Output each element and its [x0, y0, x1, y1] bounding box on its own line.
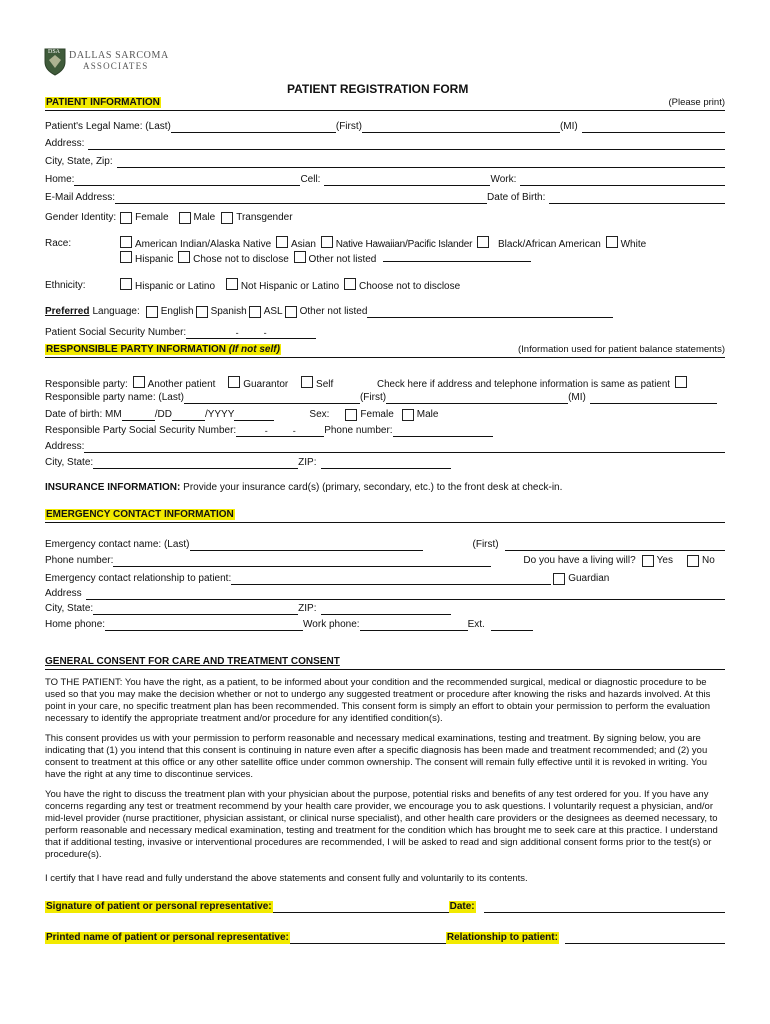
race-other-label: Other not listed [308, 254, 377, 265]
language-english-label: English [160, 306, 194, 317]
party-another-patient-checkbox[interactable] [133, 376, 145, 388]
guardian-label: Guardian [568, 573, 610, 584]
sex-female-label: Female [360, 409, 394, 420]
emergency-ext-field[interactable] [491, 620, 533, 631]
party-another-patient-label: Another patient [147, 379, 216, 390]
language-label-preferred: Preferred [45, 306, 90, 317]
language-english-checkbox[interactable] [146, 306, 158, 318]
legal-name-row [45, 119, 725, 133]
living-will-yes-label: Yes [656, 555, 673, 566]
dob-mm-field[interactable] [122, 410, 155, 421]
responsible-dob-row [45, 407, 725, 421]
language-other-label: Other not listed [299, 306, 368, 317]
dob-dd-label: /DD [154, 409, 172, 420]
logo-line2: ASSOCIATES [83, 61, 149, 71]
race-black-label: Black/African American [498, 239, 601, 250]
language-other-field[interactable] [367, 307, 613, 318]
responsible-city-row [45, 455, 725, 469]
race-not-disclose-label: Chose not to disclose [193, 254, 289, 265]
sex-male-label: Male [416, 409, 439, 420]
living-will-no-checkbox[interactable] [687, 555, 699, 567]
responsible-first-label: (First) [359, 392, 387, 403]
emergency-home-phone-label: Home phone: [45, 619, 106, 630]
address-row [45, 136, 725, 150]
language-spanish-label: Spanish [210, 306, 247, 317]
emergency-zip-label: ZIP: [298, 603, 317, 614]
ethnicity-hispanic-label: Hispanic or Latino [135, 281, 216, 292]
responsible-mi-label: (MI) [568, 392, 586, 403]
race-black-checkbox[interactable] [477, 236, 489, 248]
emergency-zip-field[interactable] [321, 604, 451, 615]
ethnicity-options [118, 278, 460, 293]
dob-field[interactable] [549, 193, 725, 204]
relationship-label: Relationship to patient: [446, 932, 558, 943]
responsible-last-label: Responsible party name: (Last) [45, 392, 184, 403]
logo-line1: DALLAS SARCOMA [69, 50, 169, 61]
race-hispanic-checkbox[interactable] [120, 251, 132, 263]
race-nhpi-label: Native Hawaiian/Pacific Islander [335, 239, 473, 250]
race-asian-checkbox[interactable] [276, 236, 288, 248]
responsible-city-label: City, State: [45, 457, 94, 468]
ethnicity-not-disclose-label: Choose not to disclose [359, 281, 461, 292]
emergency-first-label: (First) [472, 539, 499, 550]
form-title: PATIENT REGISTRATION FORM [287, 82, 469, 96]
responsible-ssn-field[interactable]: - - [236, 426, 324, 437]
race-row-1 [118, 236, 646, 251]
race-row-2 [118, 251, 531, 266]
printed-name-field[interactable] [290, 933, 446, 944]
responsible-party-if-not-self: (If not self) [228, 344, 280, 355]
emergency-relationship-row [45, 571, 725, 585]
emergency-last-label: Emergency contact name: (Last) [45, 539, 190, 550]
gender-row [45, 210, 725, 224]
ethnicity-not-disclose-checkbox[interactable] [344, 278, 356, 290]
responsible-ssn-row [45, 423, 725, 437]
logo-mark: DSA [48, 49, 61, 55]
race-not-disclose-checkbox[interactable] [178, 251, 190, 263]
race-white-label: White [620, 239, 647, 250]
city-state-zip-row [45, 154, 725, 168]
emergency-header [45, 509, 725, 523]
responsible-zip-label: ZIP: [298, 457, 317, 468]
consent-paragraph-2: This consent provides us with your permission to perform reasonable and necessary medical examinations, testing and treatment. By signing below, you are indicating that (1) you intend that this consent is continuing in nature even after a specific diagnosis has been made and treatment recommended; and (2) you consent to treatment at this office or any other satellite office under common ownership. The consent will remain fully effective until it is revoked in writing. You have the right at any time to discontinue services. [45, 733, 708, 780]
responsible-address-label: Address: [45, 441, 85, 452]
insurance-info [45, 482, 562, 494]
please-print-note: (Please print) [668, 97, 725, 108]
living-will-yes-checkbox[interactable] [642, 555, 654, 567]
patient-info-title: PATIENT INFORMATION [46, 97, 160, 108]
first-name-field[interactable] [362, 122, 560, 133]
race-aian-checkbox[interactable] [120, 236, 132, 248]
dob-yyyy-field[interactable] [234, 410, 274, 421]
language-other-checkbox[interactable] [285, 306, 297, 318]
printed-name-label: Printed name of patient or personal representative: [46, 932, 289, 943]
certify-statement: I certify that I have read and fully understand the above statements and consent fully and voluntarily to its contents. [45, 873, 528, 884]
ssn-field[interactable]: - - [186, 328, 316, 339]
signature-date-field[interactable] [484, 902, 725, 913]
legal-name-label: Patient's Legal Name: (Last) [45, 121, 171, 132]
cell-phone-label: Cell: [300, 174, 321, 185]
responsible-party-title [45, 344, 281, 355]
consent-paragraph-1: TO THE PATIENT: You have the right, as a patient, to be informed about your condition and the recommended surgical, medical or diagnostic procedure to be used so that you may make the decision whether or not to undergo any suggested treatment or procedure after knowing the risks and hazards involved. At this point in your care, no specific treatment plan has been recommended. This consent form is simply an effort to obtain your permission to perform the evaluation necessary to identify the appropriate treatment and/or procedure for any identified condition(s). [45, 677, 711, 724]
emergency-phone-field[interactable] [113, 556, 491, 567]
responsible-party-options [45, 376, 333, 391]
insurance-info-text: Provide your insurance card(s) (primary, secondary, etc.) to the front desk at check-in. [180, 482, 563, 493]
emergency-address-label: Address [45, 588, 82, 599]
ethnicity-label: Ethnicity: [45, 280, 86, 291]
ethnicity-not-hispanic-label: Not Hispanic or Latino [240, 281, 340, 292]
email-label: E-Mail Address: [45, 192, 116, 203]
responsible-zip-field[interactable] [321, 458, 451, 469]
living-will-no-label: No [702, 555, 715, 566]
responsible-address-row [45, 439, 725, 453]
gender-label: Gender Identity: [45, 212, 117, 223]
city-state-zip-label: City, State, Zip: [45, 156, 113, 167]
mi-field[interactable] [582, 122, 725, 133]
language-label: Language: [92, 306, 140, 317]
gender-male-checkbox[interactable] [179, 212, 191, 224]
responsible-dob-label: Date of birth: MM [45, 409, 122, 420]
emergency-work-phone-label: Work phone: [303, 619, 360, 630]
language-asl-checkbox[interactable] [249, 306, 261, 318]
last-name-field[interactable] [171, 122, 336, 133]
responsible-party-label: Responsible party: [45, 379, 128, 390]
emergency-first-field[interactable] [505, 540, 725, 551]
race-white-checkbox[interactable] [606, 236, 618, 248]
same-as-patient-label: Check here if address and telephone information is same as patient [377, 379, 670, 390]
emergency-work-phone-field[interactable] [360, 620, 468, 631]
ssn-row [45, 325, 725, 339]
responsible-phone-field[interactable] [393, 426, 493, 437]
ssn-label: Patient Social Security Number: [45, 327, 187, 338]
emergency-last-field[interactable] [190, 540, 423, 551]
sex-male-checkbox[interactable] [402, 409, 414, 421]
responsible-last-field[interactable] [184, 393, 360, 404]
address-label: Address: [45, 138, 85, 149]
emergency-city-row [45, 601, 725, 615]
patient-info-header [45, 97, 725, 111]
email-field[interactable] [115, 193, 487, 204]
emergency-ext-label: Ext. [467, 619, 485, 630]
party-self-checkbox[interactable] [301, 376, 313, 388]
gender-transgender-checkbox[interactable] [221, 212, 233, 224]
same-as-patient [377, 376, 690, 391]
consent-paragraph-3: You have the right to discuss the treatment plan with your physician about the purpose, potential risks and benefits of any test ordered for you. If you have any concerns regarding any test or treatment recommend by your health care provider, we encourage you to ask questions. I voluntarily request a physician, and/or mid-level provider (nurse practitioner, physician assistant, or clinical nurse specialist), and other health care providers or the designees as deemed necessary, to perform reasonable and necessary medical examination, testing and treatment for the condition which has brought me to seek care at this practice. I understand that if additional testing, invasive or interventional procedures are recommended, I will be asked to read and sign additional consent forms prior to the test(s) or procedure(s). [45, 789, 718, 860]
same-as-patient-checkbox[interactable] [675, 376, 687, 388]
language-spanish-checkbox[interactable] [196, 306, 208, 318]
party-guarantor-label: Guarantor [243, 379, 289, 390]
race-asian-label: Asian [290, 239, 316, 250]
emergency-city-label: City, State: [45, 603, 94, 614]
language-row [45, 304, 725, 318]
work-phone-field[interactable] [520, 175, 725, 186]
gender-male-label: Male [193, 212, 216, 223]
email-dob-row [45, 190, 725, 204]
emergency-relationship-field[interactable] [231, 574, 551, 585]
race-other-field[interactable] [383, 251, 531, 262]
signature-field[interactable] [273, 902, 449, 913]
dob-dd-field[interactable] [172, 410, 205, 421]
race-nhpi-checkbox[interactable] [321, 236, 333, 248]
emergency-phones-row [45, 617, 725, 631]
emergency-relationship-label: Emergency contact relationship to patient: [45, 573, 232, 584]
guardian-checkbox[interactable] [553, 573, 565, 585]
printed-name-row [45, 930, 725, 944]
city-state-zip-field[interactable] [117, 157, 725, 168]
signature-label: Signature of patient or personal representative: [46, 901, 272, 912]
ethnicity-not-hispanic-checkbox[interactable] [226, 278, 238, 290]
consent-header [45, 656, 725, 670]
emergency-name-row [45, 537, 725, 551]
party-guarantor-checkbox[interactable] [228, 376, 240, 388]
relationship-field[interactable] [565, 933, 725, 944]
responsible-mi-field[interactable] [590, 393, 717, 404]
responsible-phone-label: Phone number: [324, 425, 393, 436]
responsible-city-field[interactable] [93, 458, 298, 469]
consent-title: GENERAL CONSENT FOR CARE AND TREATMENT CONSENT [45, 656, 340, 667]
home-phone-label: Home: [45, 174, 75, 185]
living-will-label: Do you have a living will? [523, 555, 636, 566]
emergency-phone-row [45, 553, 725, 567]
work-phone-label: Work: [490, 174, 517, 185]
emergency-address-row [45, 586, 725, 600]
sex-female-checkbox[interactable] [345, 409, 357, 421]
race-other-checkbox[interactable] [294, 251, 306, 263]
address-field[interactable] [88, 139, 725, 150]
signature-date-label: Date: [449, 901, 475, 912]
signature-row [45, 899, 725, 913]
party-self-label: Self [316, 379, 334, 390]
emergency-city-field[interactable] [93, 604, 298, 615]
dob-yyyy-label: /YYYY [204, 409, 235, 420]
responsible-name-row [45, 390, 717, 404]
emergency-phone-label: Phone number: [45, 555, 114, 566]
sex-label: Sex: [309, 409, 330, 420]
gender-female-checkbox[interactable] [120, 212, 132, 224]
insurance-info-title: INSURANCE INFORMATION: [45, 482, 181, 493]
emergency-title: EMERGENCY CONTACT INFORMATION [46, 509, 234, 520]
dob-label: Date of Birth: [487, 192, 546, 203]
race-aian-label: American Indian/Alaska Native [135, 239, 272, 250]
race-hispanic-label: Hispanic [135, 254, 174, 265]
emergency-home-phone-field[interactable] [105, 620, 303, 631]
cell-phone-field[interactable] [324, 175, 490, 186]
home-phone-field[interactable] [74, 175, 300, 186]
mi-label: (MI) [559, 121, 578, 132]
responsible-ssn-label: Responsible Party Social Security Number: [45, 425, 237, 436]
responsible-address-field[interactable] [84, 442, 725, 453]
language-asl-label: ASL [263, 306, 283, 317]
gender-transgender-label: Transgender [236, 212, 293, 223]
first-name-label: (First) [335, 121, 362, 132]
race-label: Race: [45, 238, 72, 249]
responsible-party-note: (Information used for patient balance statements) [517, 344, 725, 355]
responsible-party-title-text: RESPONSIBLE PARTY INFORMATION [46, 344, 227, 355]
emergency-address-field[interactable] [86, 589, 725, 600]
gender-female-label: Female [135, 212, 169, 223]
responsible-party-header [45, 344, 725, 358]
ethnicity-hispanic-checkbox[interactable] [120, 278, 132, 290]
responsible-first-field[interactable] [386, 393, 568, 404]
phones-row [45, 172, 725, 186]
